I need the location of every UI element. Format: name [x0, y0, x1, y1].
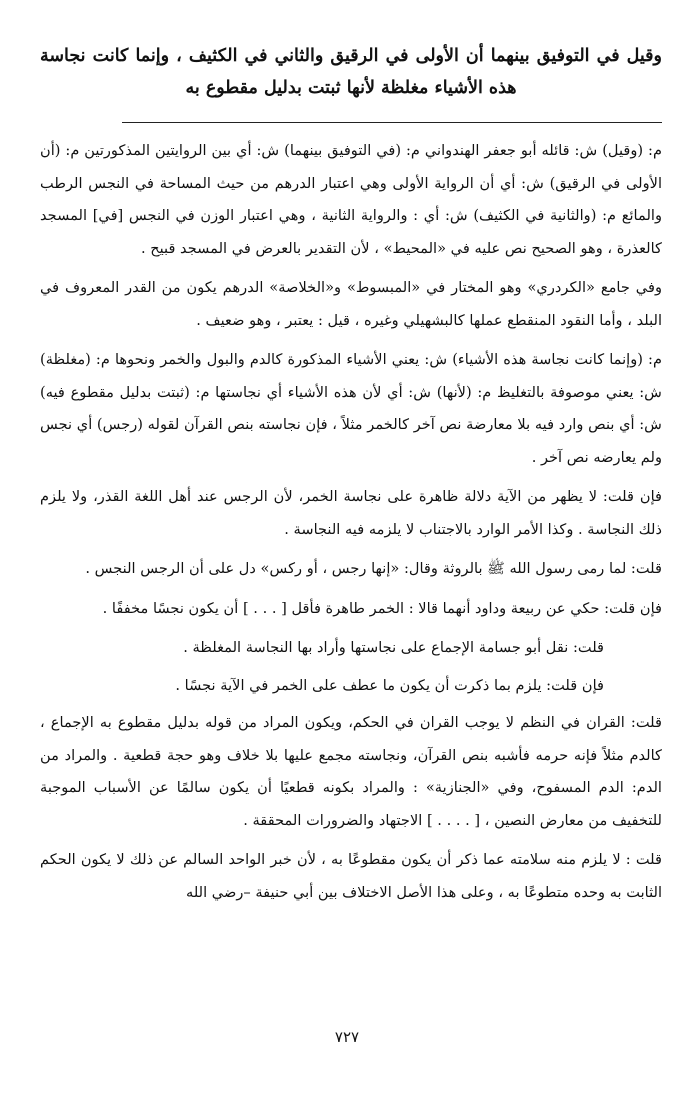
commentary-paragraph: قلت : لا يلزم منه سلامته عما ذكر أن يكون مقطوعًا به ، لأن خبر الواحد السالم عن ذلك لا يكون الحكم الثابت به وحده متطوعًا به ، وعلى هذا الأصل الاختلاف بين أبي حنيفة –رضي الله: [40, 851, 662, 901]
commentary-paragraph: فإن قلت: حكي عن ربيعة وداود أنهما قالا : الخمر طاهرة فأقل [ . . . ] أن يكون نجسًا مخففًا .: [102, 599, 662, 617]
matn-text: وقيل في التوفيق بينهما أن الأولى في الرقيق والثاني في الكثيف ، وإنما كانت نجاسة هذه الأشياء مغلظة لأنها ثبتت بدليل مقطوع به: [40, 46, 662, 98]
commentary-paragraph: وفي جامع «الكردري» وهو المختار في «المبسوط» و«الخلاصة» الدرهم يكون من القدر المعروف في البلد ، وأما النقود المنقطع عملها كالبشهيلي وغيره ، قيل : يعتبر ، وهو ضعيف .: [40, 279, 662, 329]
commentary-paragraph: فإن قلت: لا يظهر من الآية دلالة ظاهرة على نجاسة الخمر، لأن الرجس عند أهل اللغة القذر، ولا يلزم ذلك النجاسة . وكذا الأمر الوارد بالاجتناب لا يلزمه فيه النجاسة .: [40, 488, 662, 538]
commentary-paragraph: قلت: القران في النظم لا يوجب القران في الحكم، ويكون المراد من قوله بدليل مقطوع به الإجماع ، كالدم مثلاً فإنه حرمه فأشبه بنص القرآن، ونجاسته مجمع عليها بلا خلاف وهو حجة قطعية . والمراد من الدم: الدم المسفوح، وفي «الجنازية» : والمراد بكونه قطعيًا أن يكون سالمًا عن الأسباب الموجبة للتخفيف من معارض النصين ، [ . . . . ] الاجتهاد والضرورات المحققة .: [40, 714, 662, 829]
commentary-paragraph: قلت: نقل أبو جسامة الإجماع على نجاستها وأراد بها النجاسة المغلظة .: [183, 639, 604, 656]
commentary-paragraph: م: (وقيل) ش: قائله أبو جعفر الهندواني م: (في التوفيق بينهما) ش: أي بين الروايتين المذكورتين م: (أن الأولى في الرقيق) ش: أي أن الرواية الأولى وهي اعتبار الدرهم من حيث المساحة في النجس الرطب والمائع م: (والثانية في الكثيف) ش: أي : والرواية الثانية ، وهي اعتبار الوزن في النجس [في] المسجد كالعذرة ، وهو الصحيح نص عليه في «المحيط» ، لأن التقدير بالعرض في المسجد قبيح .: [40, 142, 662, 257]
commentary-paragraph: فإن قلت: يلزم بما ذكرت أن يكون ما عطف على الخمر في الآية نجسًا .: [175, 676, 604, 694]
commentary-paragraph: قلت: لما رمى رسول الله ﷺ بالروثة وقال: «إنها رجس ، أو ركس» دل على أن الرجس النجس .: [85, 560, 662, 577]
page-number: ٧٢٧: [334, 1028, 360, 1046]
commentary-paragraph: م: (وإنما كانت نجاسة هذه الأشياء) ش: يعني الأشياء المذكورة كالدم والبول والخمر ونحوها م: (مغلظة) ش: يعني موصوفة بالتغليظ م: (لأنها) ش: أي لأن هذه الأشياء أي نجاستها م: (ثبتت بدليل مقطوع فيه) ش: أي بنص وارد فيه بلا معارضة نص آخر كالخمر مثلاً ، فإن نجاسته بنص القرآن لقوله (رجس) أي نجس ولم يعارضه نص آخر .: [40, 351, 662, 466]
separator-line: [122, 122, 662, 123]
